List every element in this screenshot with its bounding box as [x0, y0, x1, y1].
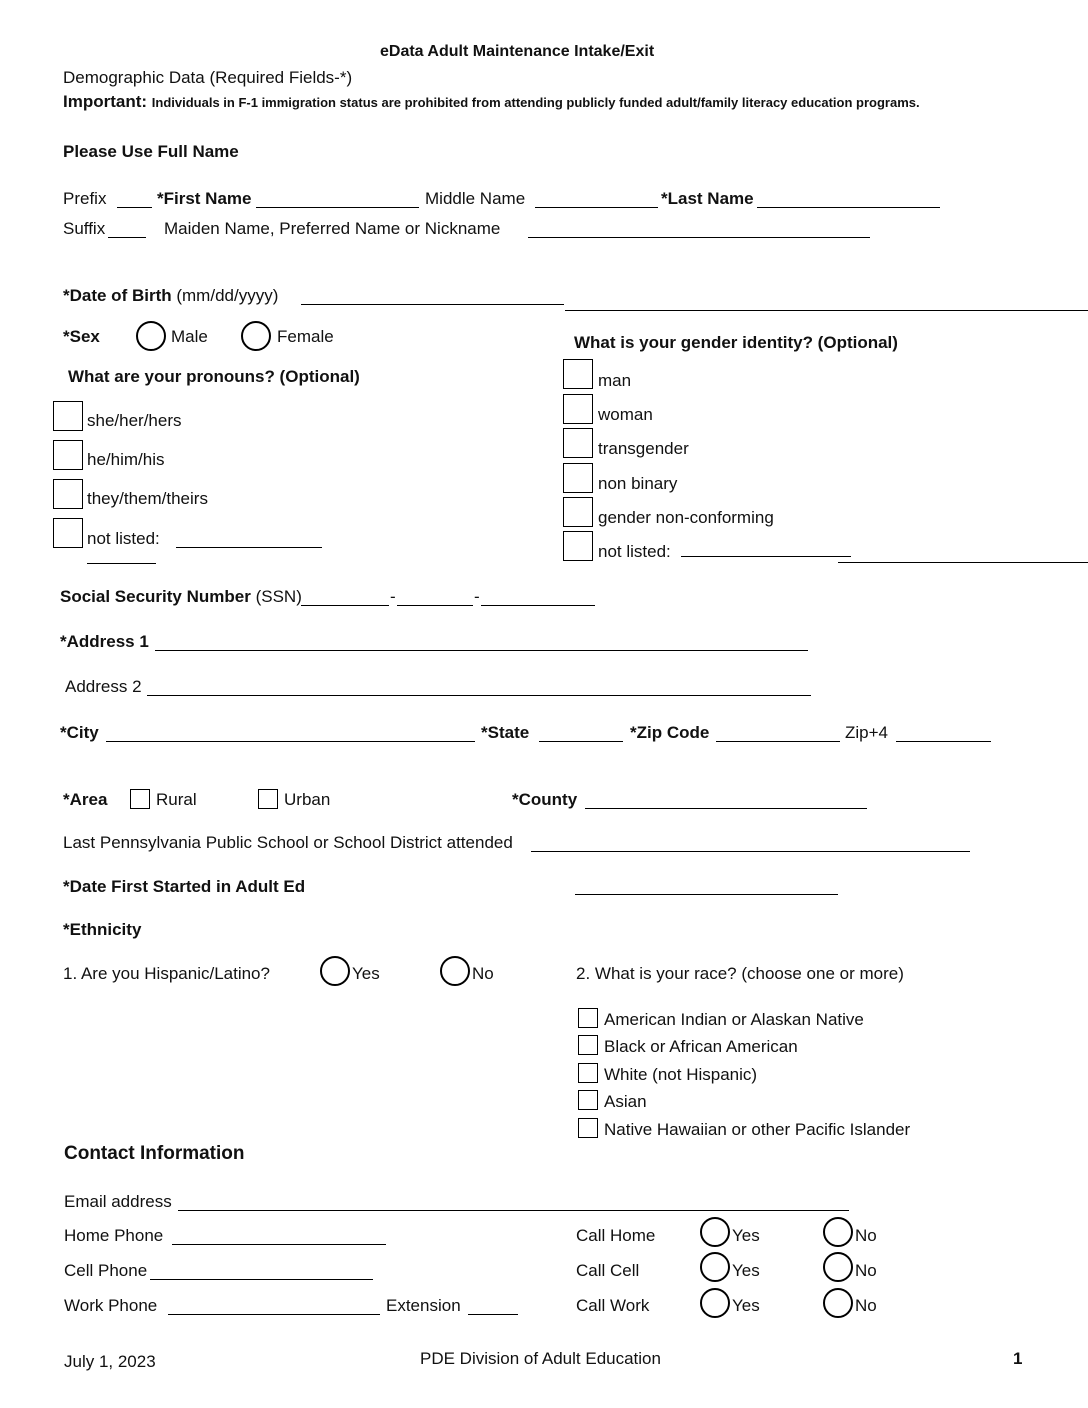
call-work-label: Call Work [576, 1296, 650, 1315]
page-number: 1 [1013, 1349, 1023, 1368]
ethnicity-label: *Ethnicity [63, 920, 142, 939]
dob-label-group [63, 286, 278, 306]
prefix-label: Prefix [63, 189, 107, 208]
address2-field[interactable] [147, 695, 811, 696]
gender-divider [838, 562, 1088, 563]
gender-not-listed-label: not listed: [598, 542, 671, 561]
county-label: *County [512, 790, 578, 809]
ssn-dash-1: - [390, 587, 396, 606]
gender-nonbinary-label: non binary [598, 474, 678, 493]
pronoun-not-listed-field[interactable] [176, 547, 322, 548]
suffix-field[interactable] [108, 237, 146, 238]
suffix-label: Suffix [63, 219, 106, 238]
important-text: Individuals in F-1 immigration status are prohibited from attending publicly funded adult/family literacy education programs. [151, 95, 920, 110]
race-pacific-islander-checkbox[interactable] [578, 1118, 598, 1138]
hispanic-yes-label: Yes [352, 964, 380, 983]
gender-transgender-label: transgender [598, 439, 689, 458]
zip-label: *Zip Code [630, 723, 710, 742]
pronoun-divider [87, 563, 156, 564]
call-work-yes-label: Yes [732, 1296, 760, 1315]
pronoun-not-listed-label: not listed: [87, 529, 160, 548]
pronoun-she-label: she/her/hers [87, 411, 182, 430]
gender-transgender-checkbox[interactable] [563, 428, 593, 458]
middle-name-field[interactable] [535, 207, 658, 208]
zip4-label: Zip+4 [845, 723, 888, 742]
important-notice [63, 92, 920, 112]
call-cell-yes-radio[interactable] [700, 1252, 730, 1282]
sex-female-radio[interactable] [241, 321, 271, 351]
hispanic-yes-radio[interactable] [320, 956, 350, 986]
area-rural-checkbox[interactable] [130, 789, 150, 809]
name-heading: Please Use Full Name [63, 142, 239, 161]
gender-woman-checkbox[interactable] [563, 394, 593, 424]
pronoun-she-checkbox[interactable] [53, 401, 83, 431]
sex-label: *Sex [63, 327, 100, 346]
zip4-field[interactable] [896, 741, 991, 742]
race-pacific-islander-label: Native Hawaiian or other Pacific Islander [604, 1120, 911, 1139]
call-cell-label: Call Cell [576, 1261, 640, 1280]
state-field[interactable] [539, 741, 623, 742]
gender-woman-label: woman [598, 405, 653, 424]
address1-label: *Address 1 [60, 632, 149, 651]
race-white-label: White (not Hispanic) [604, 1065, 758, 1084]
dob-field[interactable] [301, 304, 564, 305]
ssn-part2-field[interactable] [397, 605, 473, 606]
last-name-field[interactable] [757, 207, 940, 208]
contact-heading: Contact Information [64, 1143, 245, 1164]
gender-man-label: man [598, 371, 632, 390]
extension-field[interactable] [468, 1314, 518, 1315]
ssn-label-group [60, 587, 302, 607]
ssn-label: Social Security Number [60, 587, 251, 606]
work-phone-field[interactable] [168, 1314, 380, 1315]
race-asian-label: Asian [604, 1092, 647, 1111]
race-black-checkbox[interactable] [578, 1035, 598, 1055]
call-work-no-radio[interactable] [823, 1288, 853, 1318]
city-field[interactable] [106, 741, 475, 742]
ssn-part1-field[interactable] [301, 605, 389, 606]
call-home-yes-label: Yes [732, 1226, 760, 1245]
call-work-yes-radio[interactable] [700, 1288, 730, 1318]
call-cell-yes-label: Yes [732, 1261, 760, 1280]
cell-phone-label: Cell Phone [64, 1261, 148, 1280]
important-label: Important: [63, 92, 148, 111]
email-field[interactable] [178, 1210, 849, 1211]
pronoun-he-label: he/him/his [87, 450, 165, 469]
form-title: eData Adult Maintenance Intake/Exit [380, 43, 655, 60]
home-phone-label: Home Phone [64, 1226, 164, 1245]
race-black-label: Black or African American [604, 1037, 798, 1056]
gender-heading: What is your gender identity? (Optional) [574, 333, 898, 352]
ssn-part3-field[interactable] [481, 605, 595, 606]
hispanic-no-label: No [472, 964, 494, 983]
hispanic-question: 1. Are you Hispanic/Latino? [63, 964, 270, 983]
gender-nonbinary-checkbox[interactable] [563, 463, 593, 493]
sex-female-label: Female [277, 327, 334, 346]
pronoun-he-checkbox[interactable] [53, 440, 83, 470]
area-urban-checkbox[interactable] [258, 789, 278, 809]
home-phone-field[interactable] [172, 1244, 386, 1245]
area-urban-label: Urban [284, 790, 331, 809]
call-home-no-radio[interactable] [823, 1217, 853, 1247]
gender-not-listed-field[interactable] [681, 556, 851, 557]
race-question: 2. What is your race? (choose one or more) [576, 964, 904, 983]
pronoun-not-listed-checkbox[interactable] [53, 518, 83, 548]
race-asian-checkbox[interactable] [578, 1090, 598, 1110]
pronoun-they-checkbox[interactable] [53, 479, 83, 509]
work-phone-label: Work Phone [64, 1296, 158, 1315]
dob-label: *Date of Birth [63, 286, 172, 305]
call-home-yes-radio[interactable] [700, 1217, 730, 1247]
call-work-no-label: No [855, 1296, 877, 1315]
last-name-label: *Last Name [661, 189, 754, 208]
gender-not-listed-checkbox[interactable] [563, 531, 593, 561]
sex-male-label: Male [171, 327, 208, 346]
started-field[interactable] [575, 894, 838, 895]
school-field[interactable] [531, 851, 970, 852]
pronoun-they-label: they/them/theirs [87, 489, 208, 508]
footer-division: PDE Division of Adult Education [420, 1349, 661, 1368]
sex-male-radio[interactable] [136, 321, 166, 351]
call-cell-no-radio[interactable] [823, 1252, 853, 1282]
county-field[interactable] [585, 808, 867, 809]
gender-man-checkbox[interactable] [563, 359, 593, 389]
address2-label: Address 2 [65, 677, 142, 696]
cell-phone-field[interactable] [150, 1279, 373, 1280]
middle-name-label: Middle Name [425, 189, 526, 208]
call-home-no-label: No [855, 1226, 877, 1245]
first-name-field[interactable] [256, 207, 419, 208]
ssn-dash-2: - [474, 587, 480, 606]
prefix-field[interactable] [117, 207, 152, 208]
gender-nonconforming-label: gender non-conforming [598, 508, 774, 527]
extension-label: Extension [386, 1296, 461, 1315]
pronouns-heading: What are your pronouns? (Optional) [68, 367, 360, 386]
dob-format: (mm/dd/yyyy) [176, 286, 279, 305]
footer-date: July 1, 2023 [64, 1352, 156, 1371]
address1-field[interactable] [155, 650, 808, 651]
area-rural-label: Rural [156, 790, 197, 809]
gender-nonconforming-checkbox[interactable] [563, 497, 593, 527]
ssn-abbr: (SSN) [255, 587, 302, 606]
city-label: *City [60, 723, 99, 742]
area-label: *Area [63, 790, 108, 809]
started-label: *Date First Started in Adult Ed [63, 877, 306, 896]
section-divider [565, 310, 1088, 311]
maiden-field[interactable] [528, 237, 870, 238]
form-subtitle: Demographic Data (Required Fields-*) [63, 68, 353, 87]
hispanic-no-radio[interactable] [440, 956, 470, 986]
race-american-indian-label: American Indian or Alaskan Native [604, 1010, 864, 1029]
zip-field[interactable] [716, 741, 840, 742]
state-label: *State [481, 723, 530, 742]
school-label: Last Pennsylvania Public School or School District attended [63, 833, 513, 852]
call-home-label: Call Home [576, 1226, 656, 1245]
maiden-label: Maiden Name, Preferred Name or Nickname [164, 219, 501, 238]
race-white-checkbox[interactable] [578, 1063, 598, 1083]
call-cell-no-label: No [855, 1261, 877, 1280]
first-name-label: *First Name [157, 189, 252, 208]
email-label: Email address [64, 1192, 172, 1211]
race-american-indian-checkbox[interactable] [578, 1008, 598, 1028]
